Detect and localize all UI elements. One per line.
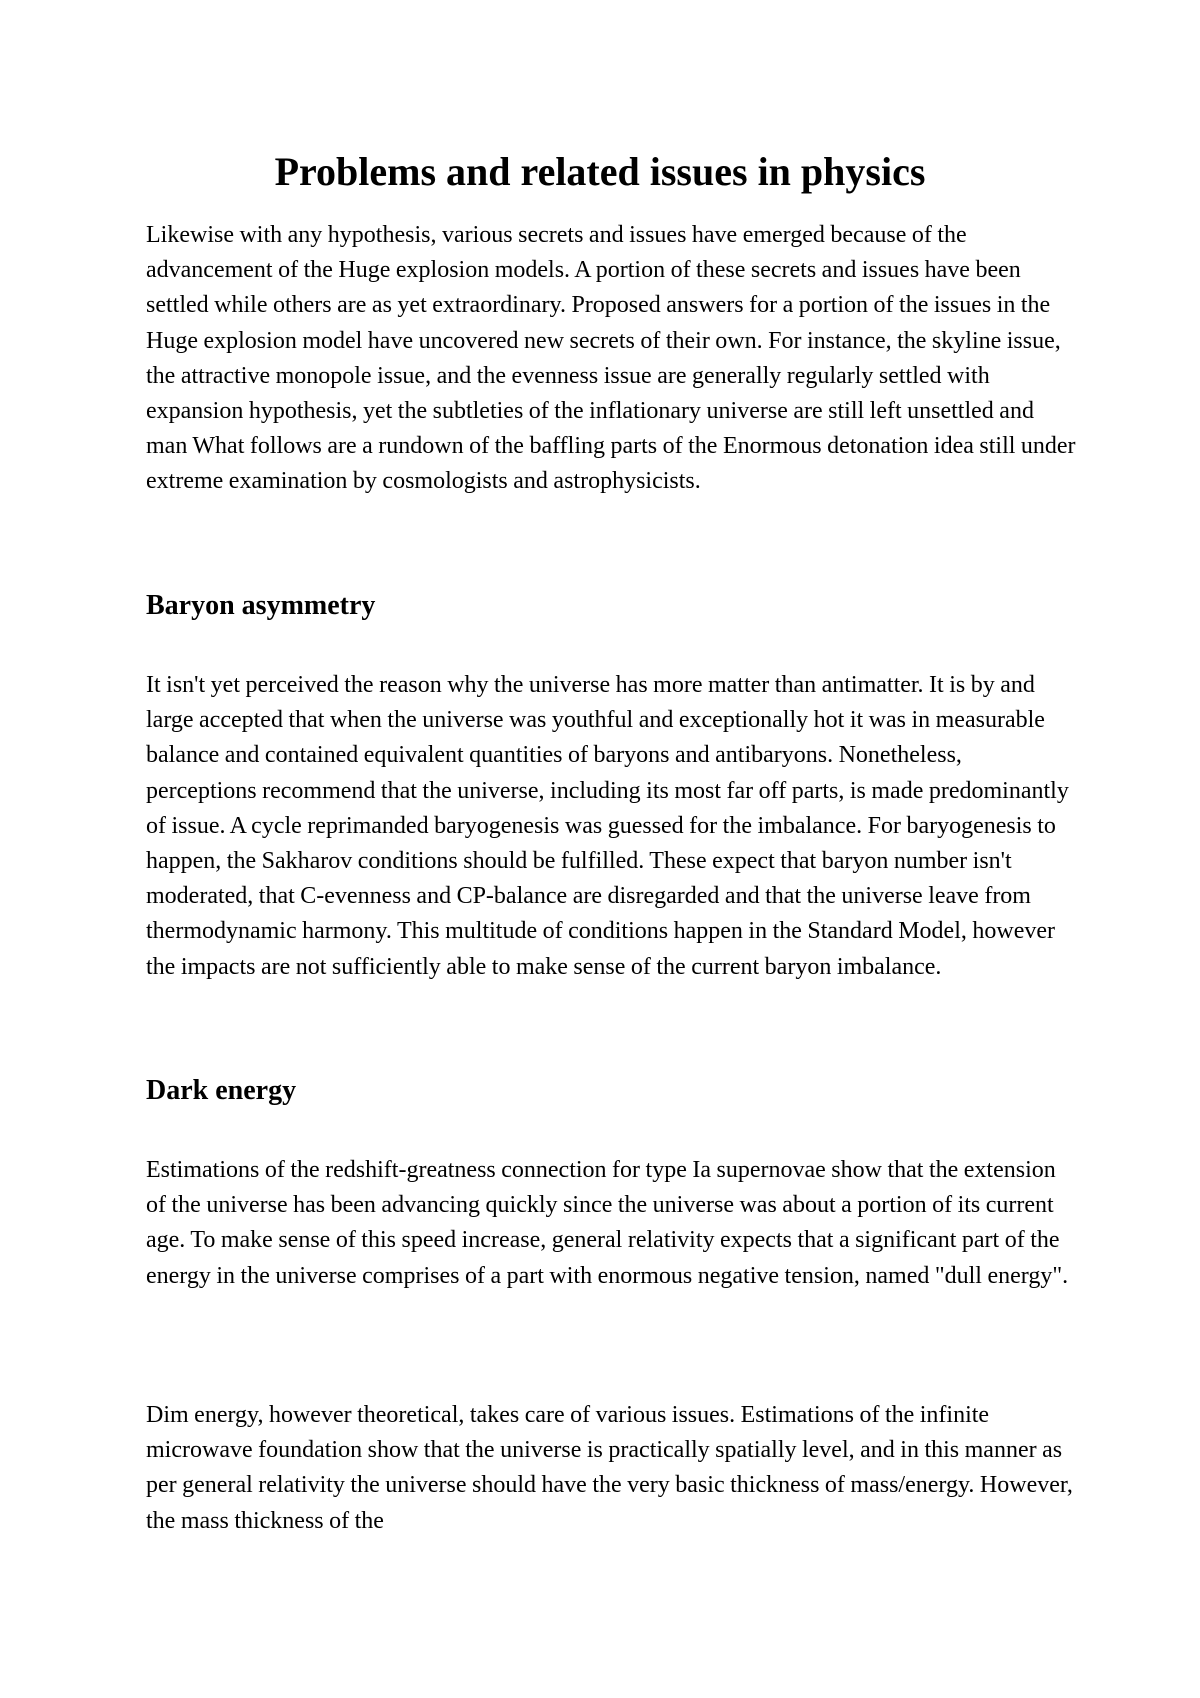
dark-energy-paragraph-2: Dim energy, however theoretical, takes care of various issues. Estimations of the infinite microwave foundation show that the universe is practically spatially level, and in this manner as per general relativity the universe should have the very basic thickness of mass/energy. However, the mass thickness of the bbox=[146, 1402, 1073, 1534]
page-title: Problems and related issues in physics bbox=[274, 149, 926, 194]
baryon-asymmetry-paragraph: It isn't yet perceived the reason why the universe has more matter than antimatter. It is by and large accepted that when the universe was youthful and exceptionally hot it was in measurable balance and contained equivalent quantities of baryons and antibaryons. Nonetheless, perceptions recommend that the universe, including its most far off parts, is made predominantly of issue. A cycle reprimanded baryogenesis was guessed for the imbalance. For baryogenesis to happen, the Sakharov conditions should be fulfilled. These expect that baryon number isn't moderated, that C-evenness and CP-balance are disregarded and that the universe leave from thermodynamic harmony. This multitude of conditions happen in the Standard Model, however the impacts are not sufficiently able to make sense of the current baryon imbalance. bbox=[146, 672, 1069, 980]
section-heading-baryon-asymmetry: Baryon asymmetry bbox=[146, 590, 376, 621]
section-heading-dark-energy: Dark energy bbox=[146, 1075, 297, 1106]
intro-paragraph: Likewise with any hypothesis, various secrets and issues have emerged because of the advancement of the Huge explosion models. A portion of these secrets and issues have been settled while others are as yet extraordinary. Proposed answers for a portion of the issues in the Huge explosion model have uncovered new secrets of their own. For instance, the skyline issue, the attractive monopole issue, and the evenness issue are generally regularly settled with expansion hypothesis, yet the subtleties of the inflationary universe are still left unsettled and man What follows are a rundown of the baffling parts of the Enormous detonation idea still under extreme examination by cosmologists and astrophysicists. bbox=[146, 222, 1076, 495]
dark-energy-paragraph-1: Estimations of the redshift-greatness connection for type Ia supernovae show that the extension of the universe has been advancing quickly since the universe was about a portion of its current age. To make sense of this speed increase, general relativity expects that a significant part of the energy in the universe comprises of a part with enormous negative tension, named "dull energy". bbox=[146, 1157, 1069, 1289]
